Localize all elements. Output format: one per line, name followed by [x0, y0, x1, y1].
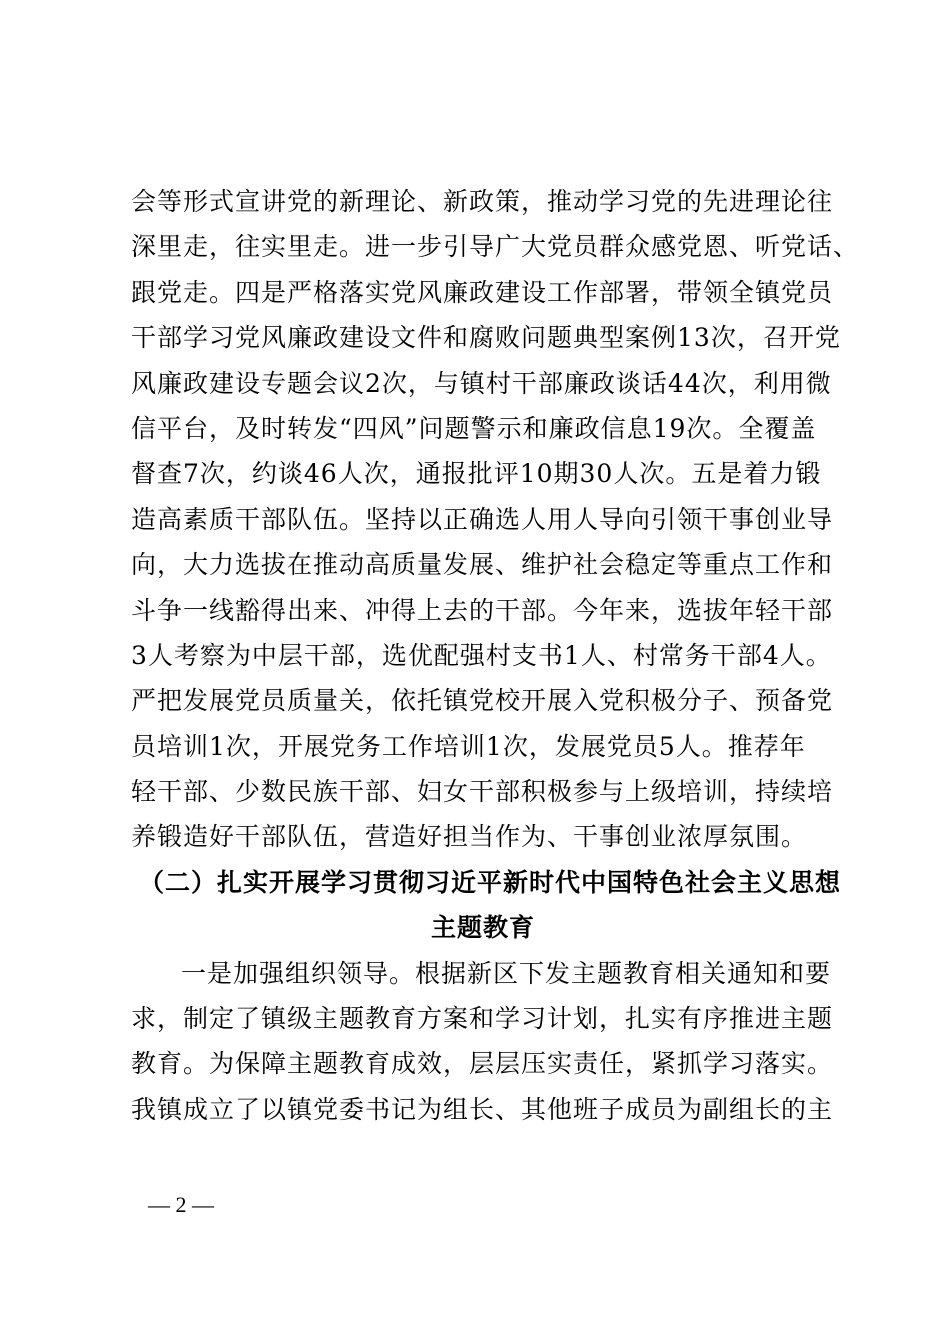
- body-line-7: 督查7次，约谈46人次，通报批评10期30人次。五是着力锻: [131, 459, 822, 489]
- body-line-10: 斗争一线豁得出来、冲得上去的干部。今年来，选拔年轻干部: [131, 595, 834, 625]
- body-line-4: 干部学习党风廉政建设文件和腐败问题典型案例13次，召开党: [131, 323, 841, 353]
- body-line-9: 向，大力选拔在推动高质量发展、维护社会稳定等重点工作和: [131, 550, 834, 580]
- paragraph-2-line-4: 我镇成立了以镇党委书记为组长、其他班子成员为副组长的主: [131, 1094, 834, 1124]
- document-body: [131, 179, 860, 1132]
- section-heading-line-2: 主题教育: [431, 913, 536, 943]
- body-line-15: 养锻造好干部队伍，营造好担当作为、干事创业浓厚氛围。: [131, 822, 808, 852]
- body-line-13: 员培训1次，开展党务工作培训1次，发展党员5人。推荐年: [131, 731, 806, 761]
- body-line-14: 轻干部、少数民族干部、妇女干部积极参与上级培训，持续培: [131, 777, 834, 807]
- body-line-12: 严把发展党员质量关，依托镇党校开展入党积极分子、预备党: [131, 686, 834, 716]
- body-line-1: 会等形式宣讲党的新理论、新政策，推动学习党的先进理论往: [131, 187, 834, 216]
- body-line-5: 风廉政建设专题会议2次，与镇村干部廉政谈话44次，利用微: [131, 368, 832, 398]
- body-line-2: 深里走，往实里走。进一步引导广大党员群众感党恩、听党话、: [131, 232, 860, 262]
- page-number: — 2 —: [148, 1192, 214, 1217]
- section-heading-line-1: （二）扎实开展学习贯彻习近平新时代中国特色社会主义思想: [139, 867, 842, 897]
- body-line-3: 跟党走。四是严格落实党风廉政建设工作部署，带领全镇党员: [131, 277, 834, 307]
- body-line-6: 信平台，及时转发“四风”问题警示和廉政信息19次。全覆盖: [131, 413, 817, 443]
- body-line-8: 造高素质干部队伍。坚持以正确选人用人导向引领干事创业导: [131, 504, 834, 534]
- paragraph-2-line-1: 一是加强组织领导。根据新区下发主题教育相关通知和要: [181, 958, 832, 988]
- body-line-11: 3人考察为中层干部，选优配强村支书1人、村常务干部4人。: [131, 640, 832, 670]
- paragraph-2-line-3: 教育。为保障主题教育成效，层层压实责任，紧抓学习落实。: [131, 1049, 834, 1079]
- paragraph-2-line-2: 求，制定了镇级主题教育方案和学习计划，扎实有序推进主题: [131, 1004, 834, 1034]
